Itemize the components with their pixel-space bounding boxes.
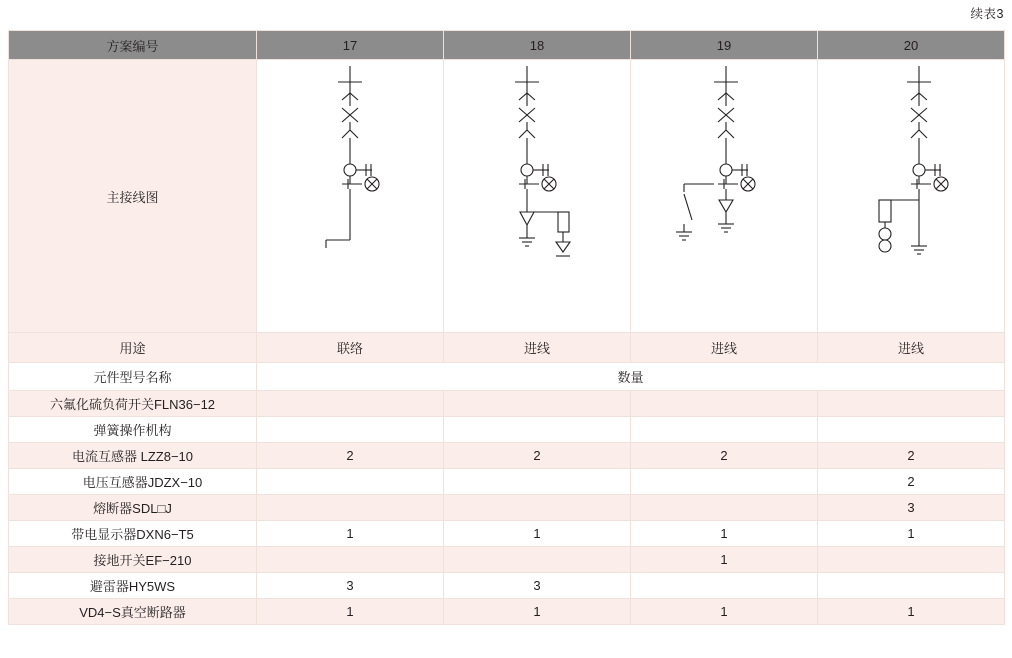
table-row: [9, 443, 1005, 469]
scheme-table: [8, 30, 1005, 625]
component-qty-19: [631, 573, 818, 599]
component-label: 接地开关EF−210: [9, 547, 257, 573]
component-qty-18: 3: [444, 573, 631, 599]
header-scheme-label: 方案编号: [9, 31, 257, 60]
component-qty-17: 2: [257, 443, 444, 469]
component-label: 带电显示器DXN6−T5: [9, 521, 257, 547]
component-qty-19: 1: [631, 599, 818, 625]
component-label: 弹簧操作机构: [9, 417, 257, 443]
component-qty-20: [818, 391, 1005, 417]
component-label: 电流互感器 LZZ8−10: [9, 443, 257, 469]
component-qty-19: [631, 391, 818, 417]
diagram-cell-19: [631, 60, 818, 333]
component-qty-18: [444, 391, 631, 417]
component-label: 六氟化硫负荷开关FLN36−12: [9, 391, 257, 417]
header-col-17: 17: [257, 31, 444, 60]
component-qty-20: 2: [818, 469, 1005, 495]
component-qty-19: 1: [631, 521, 818, 547]
component-qty-17: [257, 495, 444, 521]
usage-value-18: 进线: [444, 333, 631, 363]
diagram-cell-20: [818, 60, 1005, 333]
diagram-20: [818, 60, 1004, 332]
component-label: 避雷器HY5WS: [9, 573, 257, 599]
table-row: [9, 573, 1005, 599]
component-label: VD4−S真空断路器: [9, 599, 257, 625]
component-header-label: 元件型号名称: [9, 363, 257, 391]
diagram-17: [257, 60, 443, 332]
component-qty-17: [257, 417, 444, 443]
component-qty-20: [818, 573, 1005, 599]
component-qty-20: 3: [818, 495, 1005, 521]
component-qty-18: 2: [444, 443, 631, 469]
diagram-row-label: 主接线图: [9, 60, 257, 333]
usage-value-17: 联络: [257, 333, 444, 363]
table-row: [9, 521, 1005, 547]
single-line-diagram-17-svg: [290, 60, 410, 290]
header-col-18: 18: [444, 31, 631, 60]
table-row: [9, 495, 1005, 521]
table-row: [9, 391, 1005, 417]
component-qty-20: 2: [818, 443, 1005, 469]
component-qty-17: [257, 547, 444, 573]
usage-label: 用途: [9, 333, 257, 363]
component-qty-19: 2: [631, 443, 818, 469]
component-qty-19: [631, 495, 818, 521]
component-qty-18: [444, 417, 631, 443]
component-header-row: [9, 363, 1005, 391]
table-row: [9, 469, 1005, 495]
component-qty-20: 1: [818, 599, 1005, 625]
usage-value-20: 进线: [818, 333, 1005, 363]
component-qty-20: 1: [818, 521, 1005, 547]
component-qty-18: [444, 547, 631, 573]
component-qty-18: 1: [444, 521, 631, 547]
continuation-label: 续表3: [970, 7, 1004, 21]
component-qty-19: [631, 469, 818, 495]
component-qty-20: [818, 417, 1005, 443]
component-qty-18: 1: [444, 599, 631, 625]
usage-value-19: 进线: [631, 333, 818, 363]
component-qty-17: [257, 391, 444, 417]
table-row: [9, 417, 1005, 443]
component-qty-17: 3: [257, 573, 444, 599]
component-qty-17: [257, 469, 444, 495]
diagram-19: [631, 60, 817, 332]
component-qty-18: [444, 495, 631, 521]
diagram-cell-18: [444, 60, 631, 333]
single-line-diagram-18-svg: [472, 60, 602, 290]
quantity-header-label: 数量: [257, 363, 1005, 391]
component-label: 熔断器SDL□J: [9, 495, 257, 521]
component-label: 电压互感器JDZX−10: [9, 469, 257, 495]
component-qty-20: [818, 547, 1005, 573]
component-qty-17: 1: [257, 599, 444, 625]
header-col-19: 19: [631, 31, 818, 60]
component-qty-17: 1: [257, 521, 444, 547]
header-col-20: 20: [818, 31, 1005, 60]
component-qty-19: [631, 417, 818, 443]
table-header-row: [9, 31, 1005, 60]
diagram-18: [444, 60, 630, 332]
table-row: [9, 547, 1005, 573]
diagram-row: [9, 60, 1005, 333]
component-qty-19: 1: [631, 547, 818, 573]
single-line-diagram-19-svg: [654, 60, 794, 290]
diagram-cell-17: [257, 60, 444, 333]
component-qty-18: [444, 469, 631, 495]
usage-row: [9, 333, 1005, 363]
single-line-diagram-20-svg: [841, 60, 981, 290]
table-row: [9, 599, 1005, 625]
